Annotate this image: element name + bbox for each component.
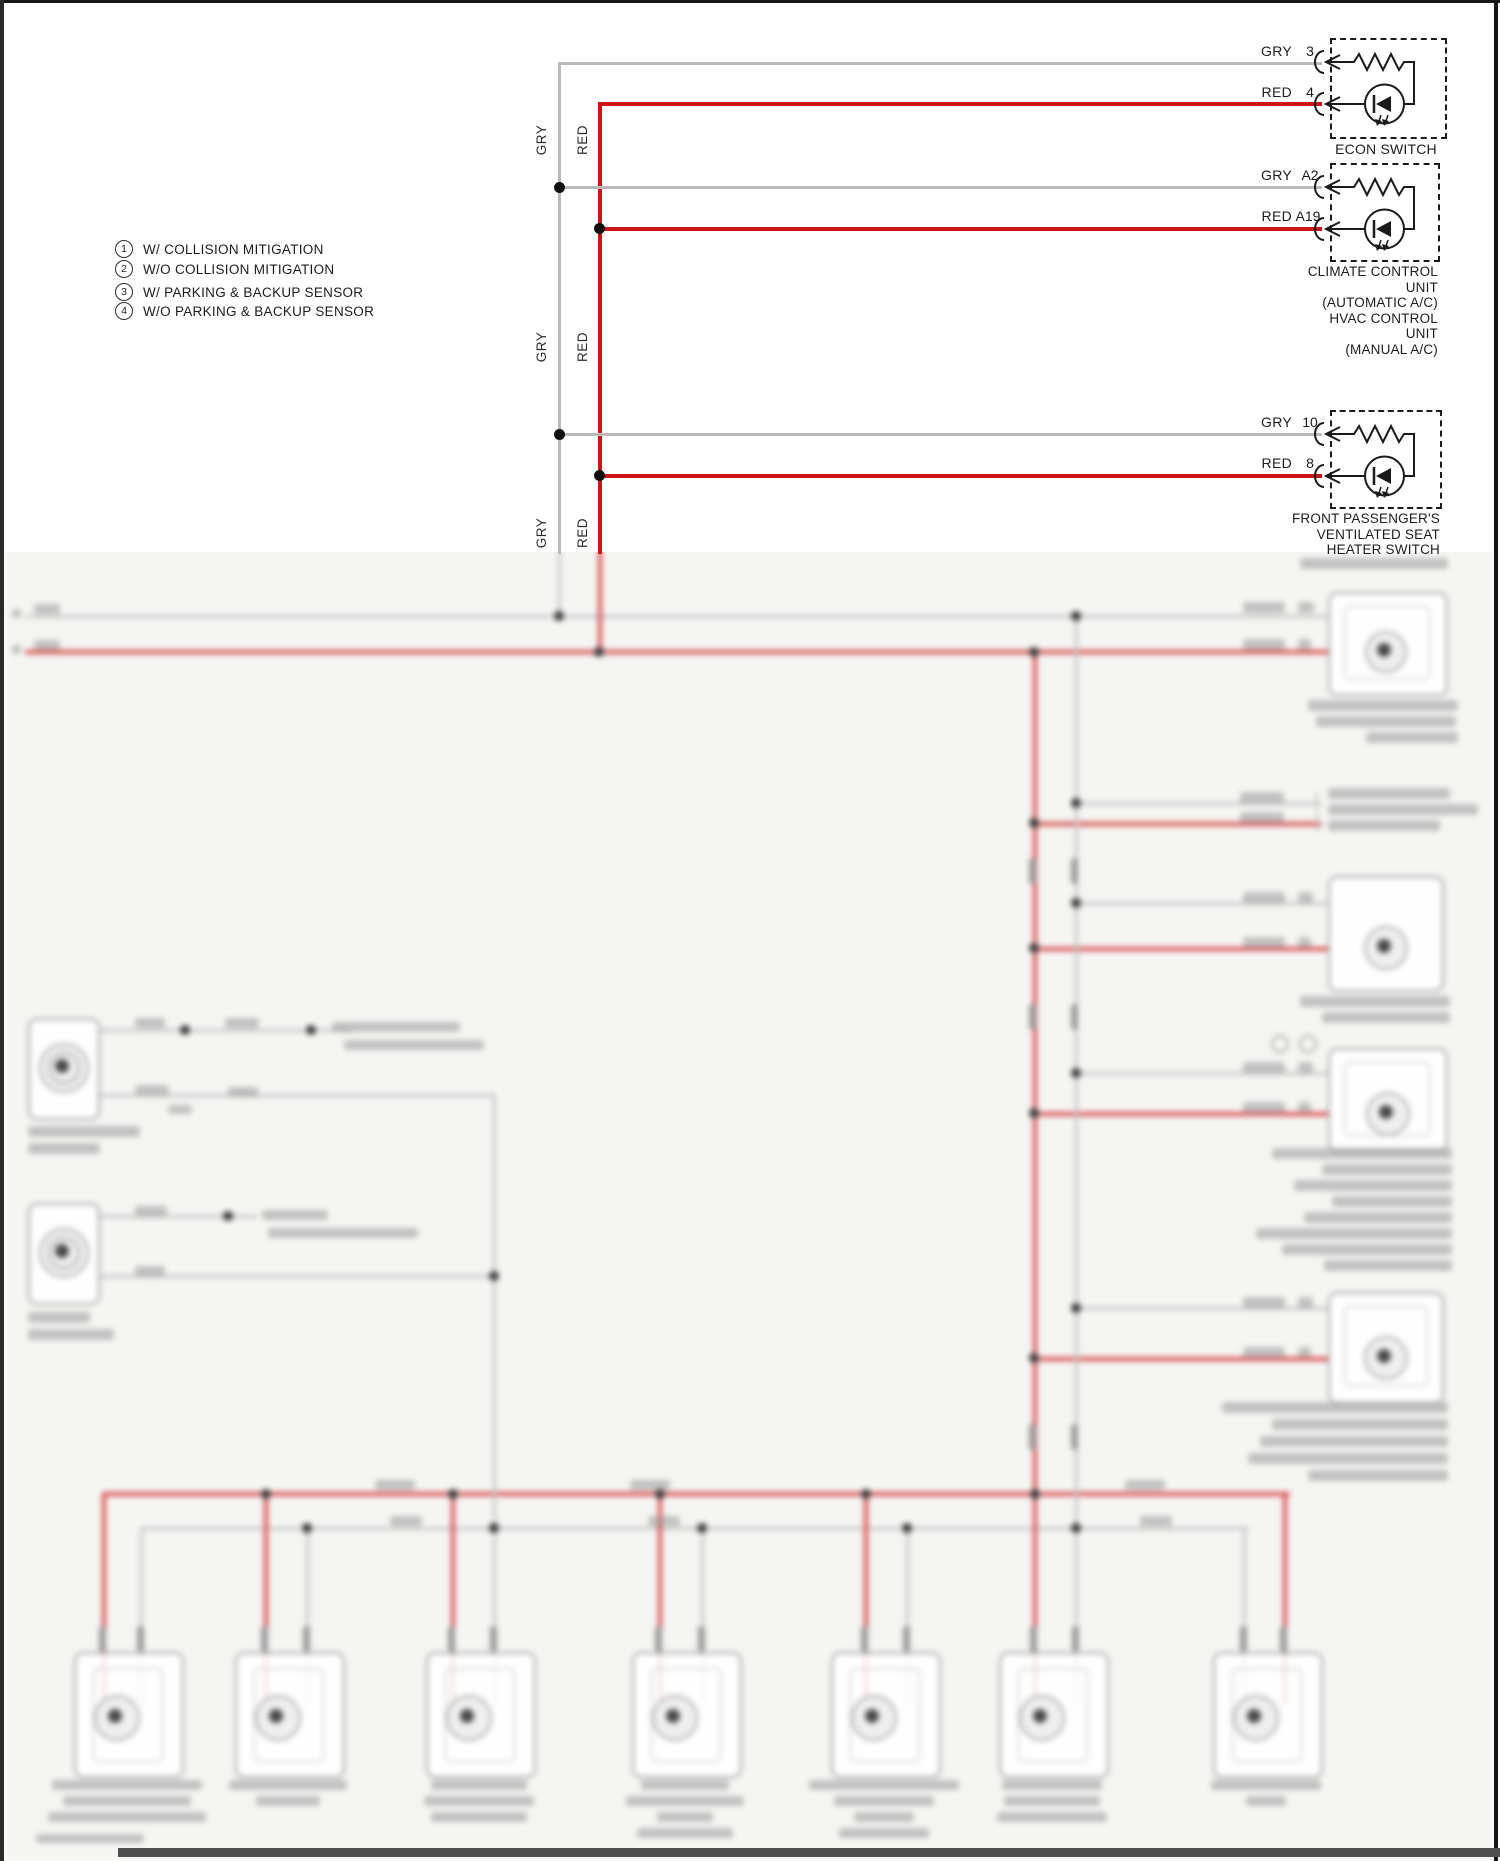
blurred-junction-dot [1029,1108,1039,1118]
legend-item-4 [115,302,374,320]
blurred-label [1294,1180,1452,1191]
red-wire-label: RED [575,125,590,156]
blurred-connector-mark [903,1626,910,1652]
blurred-wire [1033,651,1037,1705]
label-line: HVAC CONTROL [1329,310,1438,326]
blurred-label [1308,1470,1448,1481]
blurred-junction-dot [180,1025,190,1035]
blurred-component-symbol-center [1379,1105,1393,1119]
seat-heater-switch-label [1238,511,1440,558]
econ-switch-label: ECON SWITCH [1335,141,1437,157]
seat-pin-10: 10 [1302,414,1318,430]
blurred-junction-dot [489,1271,499,1281]
blurred-connector-mark [698,1626,705,1652]
blurred-label [1298,1102,1311,1113]
blurred-label [1260,1436,1448,1447]
seat-heater-switch-circuit-icon [1312,410,1447,507]
blurred-wire [1036,1357,1330,1361]
blurred-label [424,1796,534,1806]
label-line: (MANUAL A/C) [1345,341,1438,357]
frame-bottom-bar [118,1848,1500,1857]
climate-red-label: RED [1261,208,1292,224]
blurred-connector-mark [1029,858,1036,884]
climate-control-label [1238,264,1438,357]
blurred-label [168,1105,192,1114]
blurred-junction-dot [1071,798,1081,808]
blurred-wire [1036,1112,1330,1116]
blurred-connector-mark [1072,1626,1079,1652]
blurred-connector-mark [1071,1424,1078,1450]
legend-item-1 [115,240,324,258]
blurred-junction-dot [655,1489,665,1499]
legend-number-icon: 3 [115,283,133,301]
blurred-junction-dot [1030,1489,1040,1499]
blurred-label [1243,892,1285,903]
blurred-label [34,640,60,650]
blurred-wire [1078,802,1322,805]
climate-pin-a2: A2 [1301,167,1319,183]
legend-number-icon: 2 [115,260,133,278]
blurred-label [1002,1780,1102,1790]
blurred-label [229,1780,347,1790]
blurred-label [1366,732,1458,743]
gry-wire-label: GRY [534,517,549,549]
seat-pin-8: 8 [1306,455,1314,471]
blurred-junction-dot [1029,943,1039,953]
connector-icon [1315,218,1324,240]
blurred-label [1272,1419,1448,1430]
blurred-connector-mark [1071,1004,1078,1030]
label-line: (AUTOMATIC A/C) [1322,295,1438,310]
blurred-label [854,1812,914,1822]
blurred-label [1328,820,1440,831]
blurred-wire [1078,1072,1330,1075]
seat-red-label: RED [1261,455,1292,471]
blurred-junction-dot [554,611,564,621]
blurred-junction-dot [1071,1523,1081,1533]
blurred-label [63,1796,191,1806]
blurred-label [1316,716,1456,727]
blurred-wire [1316,791,1318,833]
gry-wire-climate [559,186,1322,189]
junction-dot [594,470,605,481]
blurred-connector-mark [861,1626,868,1652]
blurred-label [36,1834,144,1843]
blurred-label [1282,1244,1452,1255]
blurred-label [12,609,21,618]
blurred-label [431,1780,527,1790]
blurred-component-symbol-center [865,1709,879,1723]
blurred-label [1308,700,1458,711]
blurred-component-symbol-center [55,1059,69,1073]
blurred-label [375,1480,415,1490]
gry-wire-econ [559,62,1322,65]
blurred-connector-mark [303,1626,310,1652]
blurred-label [1300,558,1448,569]
blurred-wire [1075,616,1078,1705]
blurred-component-symbol-center [460,1709,474,1723]
blurred-component-symbol-center [1033,1709,1047,1723]
blurred-label [135,1266,165,1276]
blurred-label [228,1087,258,1097]
red-trunk-wire [598,102,602,554]
blurred-component-symbol-center [1377,939,1391,953]
blurred-label [390,1516,422,1526]
blurred-component-symbol [1299,1035,1317,1053]
blurred-label [1222,1402,1448,1413]
blurred-wire [598,545,602,653]
blurred-component-symbol-center [1377,1349,1391,1363]
gry-wire-seat-switch [559,433,1322,436]
blurred-label [1304,1212,1452,1223]
blurred-label [1240,812,1284,823]
blurred-label [262,1210,328,1220]
blurred-label [52,1780,202,1790]
blurred-junction-dot [223,1211,233,1221]
blurred-label [641,1780,729,1790]
econ-gry-label: GRY [1261,43,1292,59]
blurred-component-symbol-center [269,1709,283,1723]
red-wire-econ [599,102,1322,106]
climate-control-circuit-icon [1312,163,1447,260]
blurred-label [28,1329,114,1340]
blurred-wire [25,615,1330,618]
label-line: FRONT PASSENGER'S [1291,511,1440,526]
blurred-junction-dot [1029,818,1039,828]
legend-item-text: W/O COLLISION MITIGATION [143,261,335,277]
blurred-label [28,1143,100,1154]
blurred-label [225,1018,259,1028]
connector-icon [1315,465,1324,487]
blurred-label [431,1812,527,1822]
blurred-label [997,1812,1107,1822]
blurred-label [1243,639,1285,650]
red-wire-climate [599,227,1322,231]
blurred-label [1328,788,1450,799]
blurred-connector-mark [1029,1424,1036,1450]
blurred-label [1243,937,1285,948]
econ-pin-3: 3 [1306,43,1314,59]
blurred-wire [25,650,1331,654]
blurred-label [48,1812,206,1822]
label-line: UNIT [1405,279,1438,295]
blurred-junction-dot [902,1523,912,1533]
blurred-label [34,604,60,614]
blurred-connector-mark [1240,1626,1247,1652]
blurred-label [135,1206,167,1216]
blurred-label [626,1796,744,1806]
blurred-label [657,1812,713,1822]
blurred-junction-dot [1071,898,1081,908]
legend-item-text: W/ COLLISION MITIGATION [143,241,324,257]
blurred-wire [1078,902,1330,905]
blurred-junction-dot [697,1523,707,1533]
blurred-junction-dot [302,1523,312,1533]
blurred-label [1140,1516,1172,1526]
red-wire-label: RED [575,332,590,363]
seat-gry-label: GRY [1261,414,1292,430]
blurred-junction-dot [1071,611,1081,621]
blurred-connector-mark [1071,858,1078,884]
frame-top-border [0,0,1500,3]
connector-icon [1315,176,1324,198]
legend-item-2 [115,260,334,278]
blurred-label [332,1022,460,1032]
blurred-label [1243,602,1285,613]
blurred-connector-mark [1029,1004,1036,1030]
blurred-label [637,1828,733,1838]
blurred-label [268,1228,418,1238]
blurred-junction-dot [489,1523,499,1533]
blurred-connector-mark [1030,1626,1037,1652]
blurred-label [1240,792,1284,803]
blurred-label [839,1828,929,1838]
blurred-label [256,1796,320,1806]
label-line: CLIMATE CONTROL [1307,264,1438,279]
blurred-label [1298,892,1313,903]
blurred-component-symbol-center [666,1709,680,1723]
blurred-junction-dot [594,647,604,657]
blurred-connector-mark [99,1626,106,1652]
blurred-connector-mark [261,1626,268,1652]
blurred-wire [96,1215,258,1218]
blurred-label [28,1312,90,1323]
blurred-label [1243,1062,1285,1073]
legend-number-icon: 4 [115,302,133,320]
blurred-label [1246,1796,1286,1806]
blurred-label [1272,1148,1452,1159]
climate-gry-label: GRY [1261,167,1292,183]
frame-left-border [0,0,4,1861]
label-line: UNIT [1405,326,1438,341]
econ-pin-4: 4 [1306,84,1314,100]
connector-icon [1315,93,1324,115]
blurred-label [135,1018,165,1028]
blurred-label [809,1780,959,1790]
blurred-wire [558,545,561,618]
blurred-label [1322,1012,1450,1023]
blurred-wire [104,1492,1290,1496]
blurred-label [1256,1228,1452,1239]
blurred-junction-dot [861,1489,871,1499]
label-line: VENTILATED SEAT [1316,526,1440,542]
blurred-connector-mark [448,1626,455,1652]
econ-switch-circuit-icon [1312,38,1447,135]
blurred-component-symbol-center [1377,643,1391,657]
legend-item-text: W/ PARKING & BACKUP SENSOR [143,284,364,300]
label-line: HEATER SWITCH [1326,542,1440,557]
blurred-label [1332,1196,1452,1207]
blurred-connector-mark [137,1626,144,1652]
blurred-label [1125,1480,1165,1490]
blurred-component-symbol-center [55,1244,69,1258]
blurred-connector-mark [490,1626,497,1652]
blurred-label [1300,996,1450,1007]
blurred-label [1298,1297,1313,1308]
blurred-junction-dot [1071,1068,1081,1078]
blurred-junction-dot [1029,1353,1039,1363]
gry-trunk-wire [558,62,561,554]
blurred-label [12,645,21,654]
blurred-connector-mark [655,1626,662,1652]
blurred-label [1298,602,1314,613]
legend-number-icon: 1 [115,240,133,258]
blurred-component-symbol-center [108,1709,122,1723]
blurred-label [1298,639,1311,650]
blurred-junction-dot [448,1489,458,1499]
blurred-label [1298,1347,1311,1358]
blurred-label [1243,1347,1285,1358]
blurred-junction-dot [1029,647,1039,657]
climate-pin-a19: A19 [1295,208,1321,224]
blurred-label [1298,937,1311,948]
blurred-label [1243,1297,1285,1308]
junction-dot [554,182,565,193]
blurred-junction-dot [306,1025,316,1035]
blurred-label [1322,1164,1452,1175]
blurred-label [1211,1780,1321,1790]
blurred-component-symbol [1271,1035,1289,1053]
legend-item-text: W/O PARKING & BACKUP SENSOR [143,303,375,319]
junction-dot [594,223,605,234]
blurred-connector-mark [1280,1626,1287,1652]
blurred-label [1298,1062,1313,1073]
blurred-junction-dot [261,1489,271,1499]
blurred-label [344,1040,484,1050]
blurred-label [630,1480,670,1490]
gry-wire-label: GRY [534,124,549,156]
junction-dot [554,429,565,440]
blurred-wire [1078,1307,1330,1310]
blurred-label [648,1516,680,1526]
connector-icon [1315,423,1324,445]
econ-red-label: RED [1261,84,1292,100]
legend-item-3 [115,283,363,301]
blurred-label [1004,1796,1100,1806]
blurred-label [28,1126,140,1137]
blurred-label [1248,1453,1448,1464]
blurred-label [834,1796,934,1806]
frame-right-border [1494,0,1498,1861]
blurred-wire [493,1095,496,1705]
blurred-label [1324,1260,1452,1271]
blurred-junction-dot [1071,1303,1081,1313]
blurred-label [1328,804,1478,815]
red-wire-label: RED [575,518,590,549]
blurred-wire [1036,947,1330,951]
blurred-component-symbol-center [1247,1709,1261,1723]
blurred-label [1243,1102,1285,1113]
blurred-label [135,1085,169,1095]
connector-icon [1315,51,1324,73]
red-wire-seat-switch [599,474,1322,478]
gry-wire-label: GRY [534,331,549,363]
